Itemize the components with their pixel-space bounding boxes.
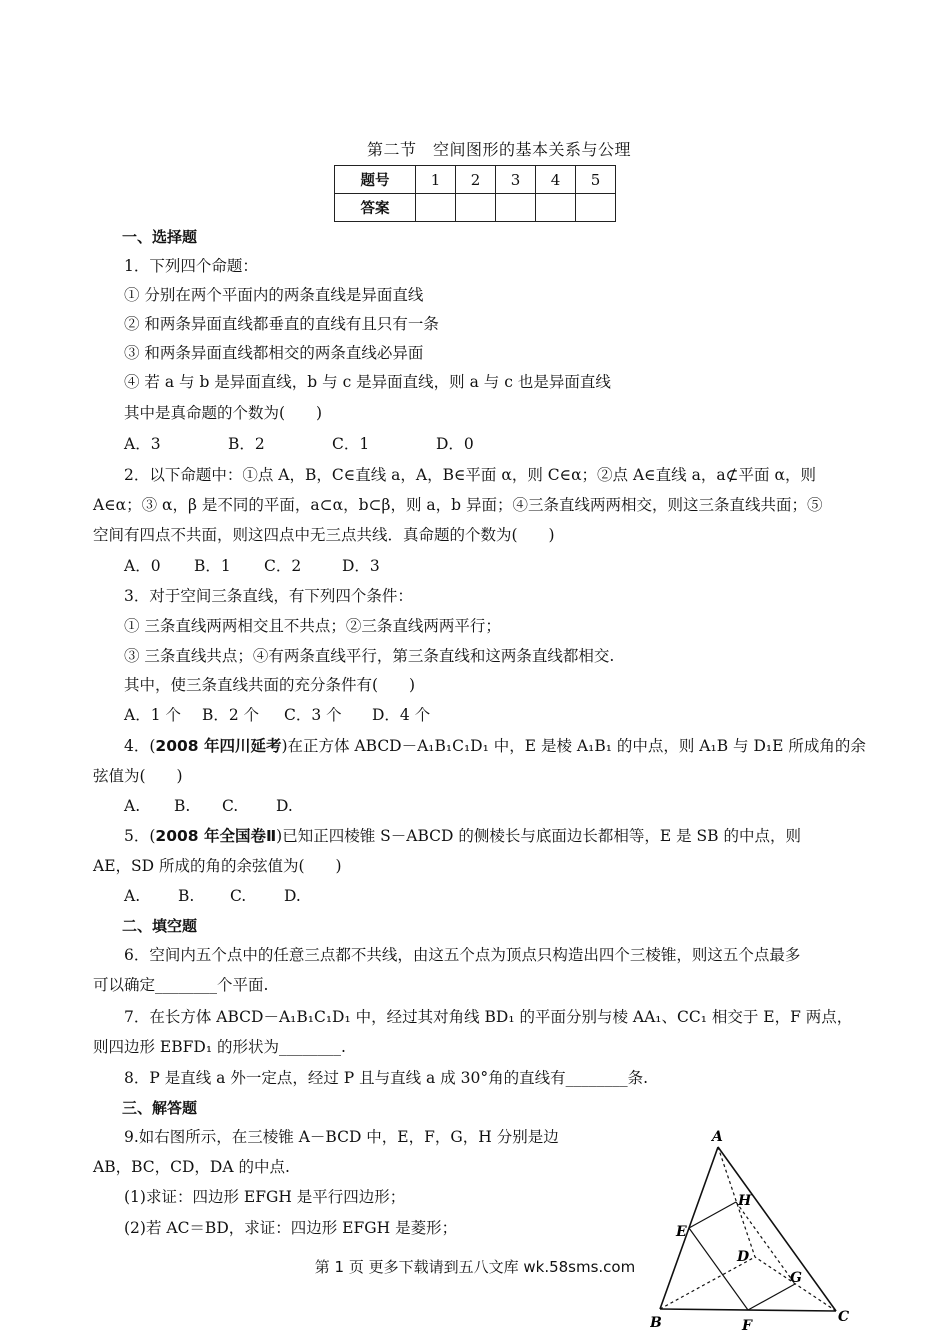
- label-c: C: [838, 1309, 850, 1325]
- option-c: C.: [222, 797, 239, 815]
- q2-options: [124, 556, 380, 576]
- q7-line: 则四边形 EBFD₁ 的形状为________.: [93, 1038, 346, 1056]
- label-h: H: [738, 1193, 752, 1209]
- table-number: 3: [496, 166, 536, 194]
- option-a: A.: [124, 887, 141, 905]
- table-answer-label: 答案: [335, 194, 416, 222]
- q1-ask: 其中是真命题的个数为( ): [124, 404, 323, 422]
- option-b: B.: [174, 797, 191, 815]
- tetrahedron-figure: [650, 1125, 860, 1339]
- q9-part1: (1)求证：四边形 EFGH 是平行四边形；: [124, 1188, 406, 1206]
- face-line: [718, 1147, 836, 1311]
- option-c: C．1: [332, 435, 370, 453]
- page-footer: 第 1 页 更多下载请到五八文库 wk.58sms.com: [314, 1258, 636, 1276]
- q1-item: ④ 若 a 与 b 是异面直线，b 与 c 是异面直线，则 a 与 c 也是异面直线: [124, 373, 611, 391]
- option-d: D．4 个: [372, 706, 431, 724]
- table-number: 5: [576, 166, 616, 194]
- option-b: B．2: [228, 435, 265, 453]
- option-a: A．0: [124, 557, 161, 575]
- q9-line: AB，BC，CD，DA 的中点.: [93, 1158, 290, 1176]
- section-heading-choice: 一、选择题: [122, 228, 198, 246]
- q4-line: [124, 736, 866, 756]
- answer-cell: [416, 194, 456, 222]
- section-heading-fill: 二、填空题: [122, 917, 198, 935]
- label-e: E: [676, 1224, 687, 1240]
- q1-item: ① 分别在两个平面内的两条直线是异面直线: [124, 286, 424, 304]
- label-f: F: [742, 1318, 752, 1334]
- option-d: D.: [284, 887, 301, 905]
- q4-text: )在正方体 ABCD－A₁B₁C₁D₁ 中，E 是棱 A₁B₁ 的中点，则 A₁B 与 D₁E 所成角的余: [281, 737, 866, 755]
- q2-line: A∈α；③ α，β 是不同的平面，a⊂α，b⊂β，则 a，b 异面；④三条直线两两相交，则这三条直线共面；⑤: [93, 496, 823, 514]
- option-b: B．2 个: [202, 706, 260, 724]
- page-title: 第二节 空间图形的基本关系与公理: [366, 140, 631, 159]
- table-number: 2: [456, 166, 496, 194]
- q4-prefix: 4．(: [124, 737, 156, 755]
- option-c: C．3 个: [284, 706, 342, 724]
- option-a: A.: [124, 797, 141, 815]
- answer-cell: [536, 194, 576, 222]
- q3-options: [124, 705, 430, 725]
- label-g: G: [790, 1270, 802, 1286]
- q2-line: 空间有四点不共面，则这四点中无三点共线．真命题的个数为( ): [93, 526, 555, 544]
- q3-item: ③ 三条直线共点；④有两条直线平行，第三条直线和这两条直线都相交.: [124, 647, 615, 665]
- table-header-label: 题号: [335, 166, 416, 194]
- q1-item: ② 和两条异面直线都垂直的直线有且只有一条: [124, 315, 439, 333]
- label-b: B: [650, 1315, 662, 1331]
- segment-fg: [748, 1284, 795, 1310]
- option-a: A．1 个: [124, 706, 181, 724]
- q2-line: 2．以下命题中：①点 A，B，C∈直线 a，A，B∈平面 α，则 C∈α；②点 A∈直线 a，a⊄平面 α，则: [124, 466, 816, 484]
- q5-line: AE，SD 所成的角的余弦值为( ): [93, 857, 342, 875]
- option-d: D.: [276, 797, 293, 815]
- option-c: C.: [230, 887, 247, 905]
- answer-cell: [496, 194, 536, 222]
- q3-item: ① 三条直线两两相交且不共点；②三条直线两两平行；: [124, 617, 501, 635]
- q4-source: 2008 年四川延考: [155, 737, 282, 755]
- answer-cell: [576, 194, 616, 222]
- q3-ask: 其中，使三条直线共面的充分条件有( ): [124, 676, 416, 694]
- section-heading-solve: 三、解答题: [122, 1099, 198, 1117]
- table-number: 1: [416, 166, 456, 194]
- q5-line: [124, 826, 801, 846]
- option-a: A．3: [124, 435, 161, 453]
- answer-cell: [456, 194, 496, 222]
- q1-item: ③ 和两条异面直线都相交的两条直线必异面: [124, 344, 424, 362]
- label-d: D: [737, 1249, 750, 1265]
- q4-line: 弦值为( ): [93, 767, 183, 785]
- q5-text: )已知正四棱锥 S－ABCD 的侧棱长与底面边长都相等，E 是 SB 的中点，则: [276, 827, 801, 845]
- table-number: 4: [536, 166, 576, 194]
- q1-stem: 1．下列四个命题：: [124, 257, 258, 275]
- option-c: C．2: [264, 557, 302, 575]
- table-row: [335, 166, 616, 194]
- q5-source: 2008 年全国卷Ⅱ: [155, 827, 277, 845]
- option-d: D．3: [342, 557, 380, 575]
- q3-stem: 3．对于空间三条直线，有下列四个条件：: [124, 587, 413, 605]
- q7-line: 7．在长方体 ABCD－A₁B₁C₁D₁ 中，经过其对角线 BD₁ 的平面分别与棱 AA₁、CC₁ 相交于 E，F 两点，: [124, 1008, 853, 1026]
- answer-table: [334, 165, 616, 222]
- q9-part2: (2)若 AC＝BD，求证：四边形 EFGH 是菱形；: [124, 1219, 458, 1237]
- table-row: [335, 194, 616, 222]
- option-b: B．1: [194, 557, 231, 575]
- option-b: B.: [178, 887, 195, 905]
- q5-options: [124, 886, 301, 906]
- q5-prefix: 5．(: [124, 827, 156, 845]
- q9-line: 9.如右图所示，在三棱锥 A－BCD 中，E，F，G，H 分别是边: [124, 1128, 559, 1146]
- option-d: D．0: [436, 435, 474, 453]
- q8-line: 8．P 是直线 a 外一定点，经过 P 且与直线 a 成 30°角的直线有________条.: [124, 1069, 649, 1087]
- q1-options: [124, 434, 474, 454]
- q6-line: 6．空间内五个点中的任意三点都不共线，由这五个点为顶点只构造出四个三棱锥，则这五个点最多: [124, 946, 801, 964]
- q4-options: [124, 796, 293, 816]
- segment-eh: [689, 1202, 736, 1228]
- q6-line: 可以确定________个平面.: [93, 976, 269, 994]
- label-a: A: [712, 1129, 723, 1145]
